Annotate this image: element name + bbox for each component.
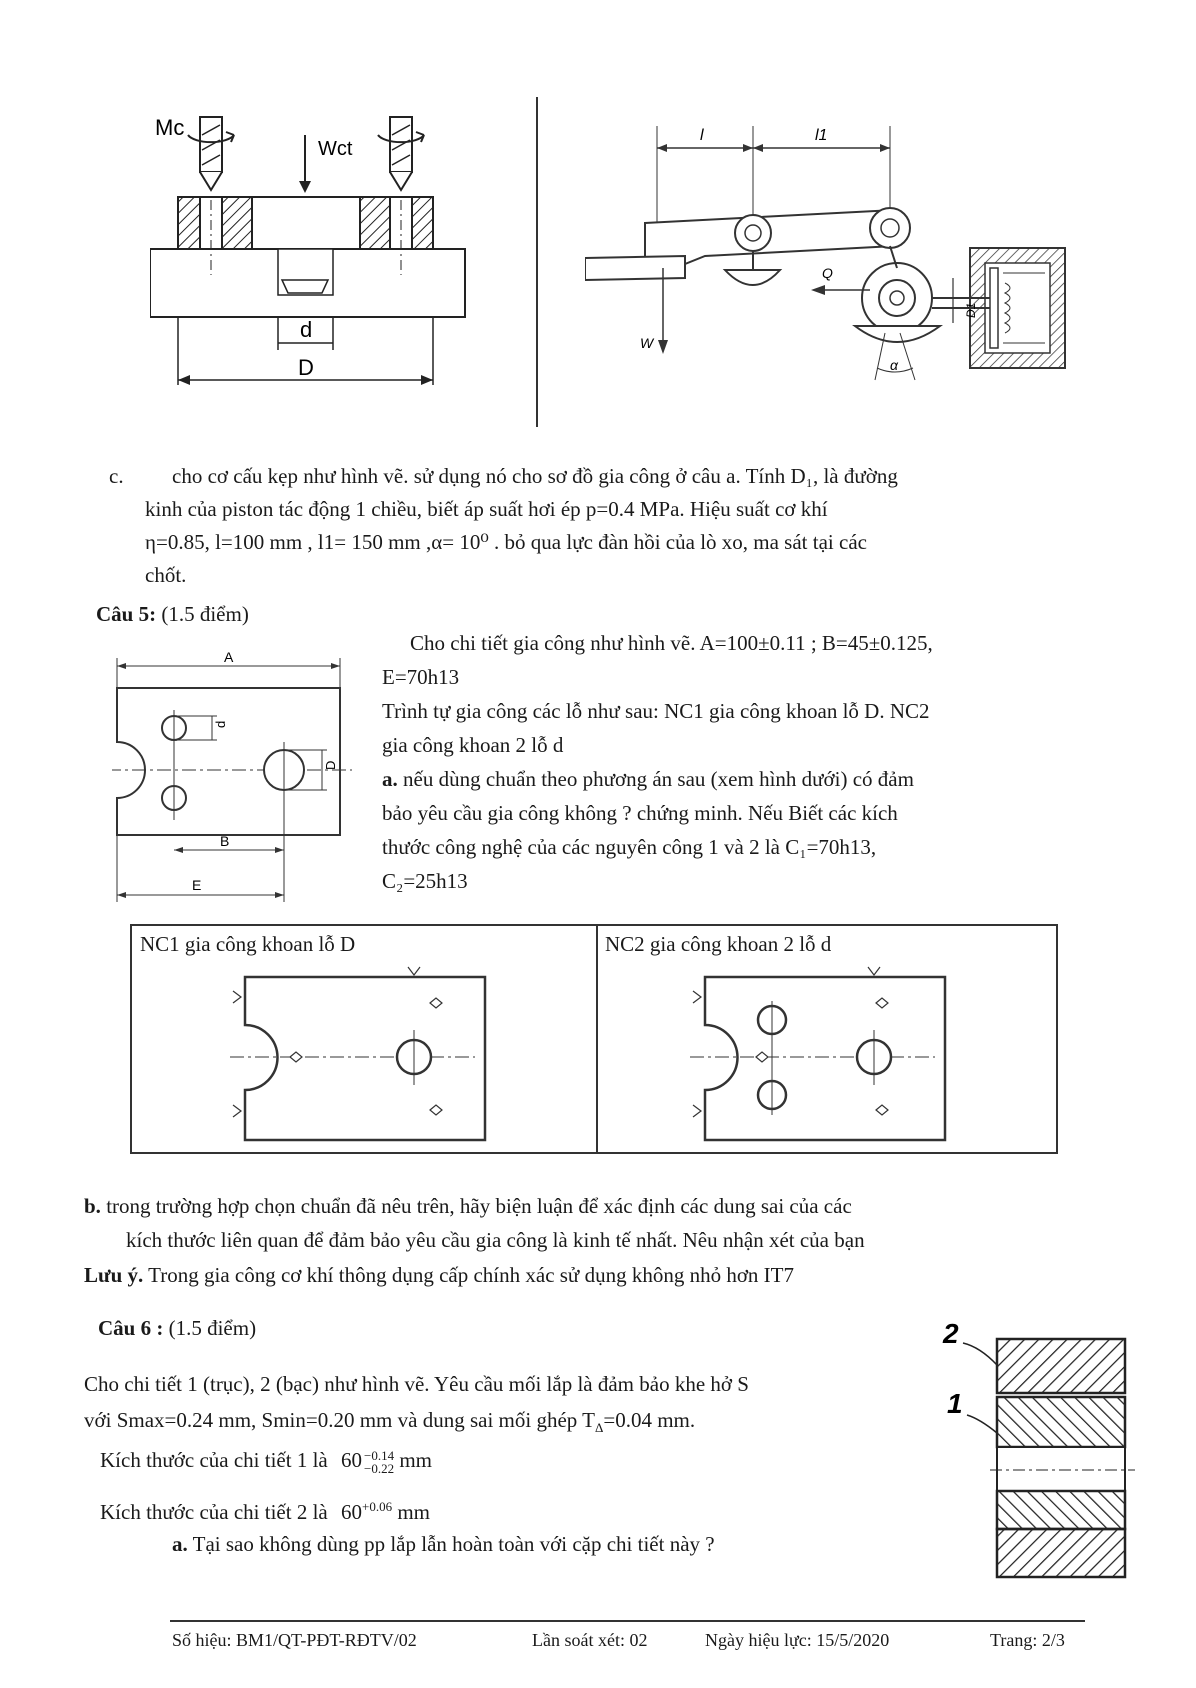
cau6-a bbox=[172, 1528, 715, 1561]
figure-shaft-bushing bbox=[935, 1315, 1135, 1585]
cau5-line-2: E=70h13 bbox=[382, 665, 460, 689]
figure-divider bbox=[536, 97, 538, 427]
cau6-line-2-value: =0.04 mm. bbox=[603, 1408, 696, 1432]
footer-code: Số hiệu: BM1/QT-PĐT-RĐTV/02 bbox=[172, 1630, 417, 1650]
cau6-line-2 bbox=[84, 1404, 695, 1444]
nc1-title: NC1 gia công khoan lỗ D bbox=[140, 932, 356, 956]
label-wct: Wct bbox=[318, 138, 353, 160]
nc-divider bbox=[596, 926, 598, 1152]
item-c-line-2: kinh của piston tác động 1 chiều, biết áp suất hơi ép p=0.4 MPa. Hiệu suất cơ khí bbox=[145, 497, 828, 521]
cau5-title: Câu 5: bbox=[96, 602, 157, 626]
cau6-line-1: Cho chi tiết 1 (trục), 2 (bạc) như hình vẽ. Yêu cầu mối lắp là đảm bảo khe hở S bbox=[84, 1372, 749, 1396]
drill-right bbox=[378, 117, 424, 190]
cau6-heading bbox=[98, 1312, 256, 1345]
cau6-a-text: Tại sao không dùng pp lắp lẫn hoàn toàn với cặp chi tiết này ? bbox=[192, 1532, 715, 1556]
cau5-points: (1.5 điểm) bbox=[161, 602, 249, 626]
note-label: Lưu ý. bbox=[84, 1263, 144, 1287]
cau5-heading bbox=[96, 598, 249, 631]
label-d: d bbox=[213, 720, 228, 728]
footer-rule bbox=[170, 1620, 1085, 1622]
item-c-line-1: cho cơ cấu kẹp như hình vẽ. sử dụng nó cho sơ đồ gia công ở câu a. Tính D₁, là đường bbox=[172, 464, 898, 488]
nc2-title: NC2 gia công khoan 2 lỗ d bbox=[605, 932, 832, 956]
label-E: E bbox=[192, 877, 202, 893]
part2-upper-dev: +0.06 bbox=[362, 1499, 393, 1514]
cau5-note bbox=[84, 1259, 794, 1292]
cau6-line-3 bbox=[100, 1444, 432, 1477]
label-D: D bbox=[298, 355, 314, 380]
footer-effective-date: Ngày hiệu lực: 15/5/2020 bbox=[705, 1630, 890, 1650]
cau6-points: (1.5 điểm) bbox=[168, 1316, 257, 1340]
cau5-line-5 bbox=[382, 763, 914, 796]
part1-upper-dev: −0.14 bbox=[364, 1448, 395, 1464]
label-l1: l1 bbox=[815, 127, 828, 144]
item-c-line-3: η=0.85, l=100 mm , l1= 150 mm ,α= 10⁰ . bỏ qua lực đàn hồi của lò xo, ma sát tại các bbox=[145, 530, 867, 554]
cau5-line-4: gia công khoan 2 lỗ d bbox=[382, 733, 564, 757]
drill-left bbox=[188, 117, 234, 190]
label-d: d bbox=[300, 317, 313, 342]
figure-nc2 bbox=[690, 965, 960, 1150]
cau5-line-8: C₂=25h13 bbox=[382, 869, 468, 893]
part2-size-label: Kích thước của chi tiết 2 là bbox=[100, 1500, 328, 1524]
label-alpha: α bbox=[890, 357, 898, 373]
cau5-a-marker: a. bbox=[382, 767, 398, 791]
part1-nominal: 60 bbox=[341, 1448, 362, 1472]
part1-deviations bbox=[364, 1449, 394, 1475]
figure-drill-jig bbox=[150, 105, 510, 420]
label-q: Q bbox=[822, 265, 833, 281]
tolerance-sub: Δ bbox=[594, 1420, 604, 1436]
cau5-b-line-2: kích thước liên quan để đảm bảo yêu cầu gia công là kinh tế nhất. Nêu nhận xét của bạn bbox=[126, 1228, 865, 1252]
label-part-1: 1 bbox=[947, 1388, 963, 1419]
cau5-b-line-1 bbox=[84, 1190, 852, 1223]
item-c-line-4: chốt. bbox=[145, 563, 187, 587]
label-D: D bbox=[323, 760, 338, 770]
part2-unit: mm bbox=[397, 1500, 431, 1524]
figure-part-cau5 bbox=[112, 650, 352, 910]
cau5-b-marker: b. bbox=[84, 1194, 101, 1218]
part1-size-label: Kích thước của chi tiết 1 là bbox=[100, 1448, 328, 1472]
figure-nc1 bbox=[220, 965, 500, 1150]
cau5-line-7: thước công nghệ của các nguyên công 1 và 2 là C₁=70h13, bbox=[382, 835, 877, 859]
label-B: B bbox=[220, 833, 230, 849]
cau6-title: Câu 6 : bbox=[98, 1316, 164, 1340]
note-text: Trong gia công cơ khí thông dụng cấp chính xác sử dụng không nhỏ hơn IT7 bbox=[148, 1263, 794, 1287]
part1-unit: mm bbox=[399, 1448, 433, 1472]
cau5-line-6: bảo yêu cầu gia công không ? chứng minh. Nếu Biết các kích bbox=[382, 801, 898, 825]
figure-clamp-mechanism bbox=[585, 118, 1075, 418]
label-w: W bbox=[640, 335, 654, 351]
part1-lower-dev: −0.22 bbox=[364, 1461, 395, 1477]
cau6-line-4 bbox=[100, 1490, 430, 1529]
label-part-2: 2 bbox=[943, 1318, 959, 1349]
label-A: A bbox=[224, 650, 234, 665]
label-d1: D1 bbox=[964, 302, 978, 318]
cau5-b-text: trong trường hợp chọn chuẩn đã nêu trên, hãy biện luận để xác định các dung sai của các bbox=[106, 1194, 852, 1218]
cau5-line-3: Trình tự gia công các lỗ như sau: NC1 gia công khoan lỗ D. NC2 bbox=[382, 699, 930, 723]
label-mc: Mc bbox=[155, 115, 185, 140]
label-l: l bbox=[700, 127, 704, 144]
item-c-marker: c. bbox=[109, 464, 124, 488]
part2-nominal: 60 bbox=[341, 1500, 362, 1524]
cau6-a-marker: a. bbox=[172, 1532, 188, 1556]
cau5-a-text: nếu dùng chuẩn theo phương án sau (xem hình dưới) có đảm bbox=[403, 767, 914, 791]
cau6-line-2-text: với Smax=0.24 mm, Smin=0.20 mm và dung sai mối ghép T bbox=[84, 1408, 595, 1432]
footer-revision: Lần soát xét: 02 bbox=[532, 1630, 648, 1650]
cau5-line-1: Cho chi tiết gia công như hình vẽ. A=100±0.11 ; B=45±0.125, bbox=[410, 631, 933, 655]
footer-page: Trang: 2/3 bbox=[990, 1630, 1065, 1650]
